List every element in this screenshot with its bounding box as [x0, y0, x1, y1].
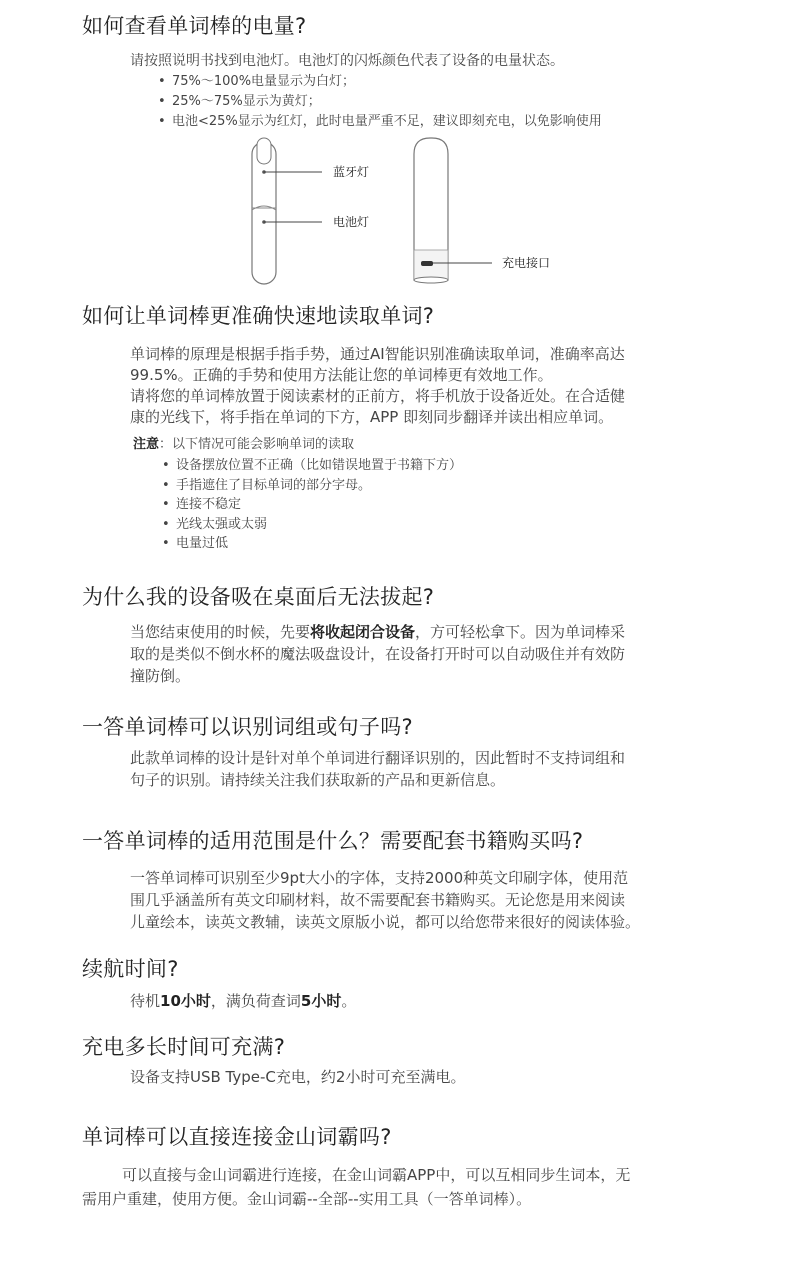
text-run: 当您结束使用的时候，先要 [130, 623, 311, 641]
note-label: 注意 [133, 437, 160, 452]
battery-intro: 请按照说明书找到电池灯。电池灯的闪烁颜色代表了设备的电量状态。 [130, 53, 564, 69]
heading-suction: 为什么我的设备吸在桌面后无法拔起? [82, 585, 435, 609]
device-left-illustration [252, 138, 322, 284]
battery-color-list [158, 72, 602, 132]
bluetooth-light-label: 蓝牙灯 [333, 165, 370, 179]
device-diagram [230, 130, 610, 290]
device-right-illustration [414, 138, 492, 283]
paragraph-line: 99.5%。正确的手势和使用方法能让您的单词棒更有效地工作。 [130, 366, 553, 384]
note-list [162, 456, 462, 554]
battery-life-text [130, 991, 356, 1012]
accuracy-paragraph [130, 344, 625, 428]
paragraph-line: 可以直接与金山词霸进行连接，在金山词霸APP中，可以互相同步生词本，无 [122, 1166, 631, 1184]
list-item: • 电池<25%显示为红灯，此时电量严重不足，建议即刻充电，以免影响使用 [158, 112, 602, 132]
list-item: • 连接不稳定 [162, 495, 462, 515]
text-run: 。 [341, 992, 357, 1010]
heading-phrases: 一答单词棒可以识别词组或句子吗? [82, 715, 413, 739]
emphasis-text: 将收起闭合设备 [310, 623, 416, 641]
text-run: ，满负荷查词 [210, 992, 301, 1010]
list-item: • 手指遮住了目标单词的部分字母。 [162, 476, 462, 496]
paragraph-line [130, 621, 625, 643]
paragraph-line: 康的光线下，将手指在单词的下方，APP 即刻同步翻译并读出相应单词。 [130, 408, 614, 426]
heading-accuracy: 如何让单词棒更准确快速地读取单词? [82, 304, 435, 328]
list-item: • 25%～75%显示为黄灯； [158, 92, 602, 112]
paragraph-line: 撞防倒。 [130, 667, 191, 685]
suction-paragraph [130, 621, 625, 687]
paragraph-line: 句子的识别。请持续关注我们获取新的产品和更新信息。 [130, 771, 506, 789]
heading-battery-life: 续航时间? [82, 957, 179, 981]
paragraph-line: 儿童绘本，读英文教辅，读英文原版小说，都可以给您带来很好的阅读体验。 [130, 913, 641, 931]
heading-charge-time: 充电多长时间可充满? [82, 1035, 286, 1059]
list-item: • 75%～100%电量显示为白灯； [158, 72, 602, 92]
paragraph-line: 请将您的单词棒放置于阅读素材的正前方，将手机放于设备近处。在合适健 [130, 387, 626, 405]
list-item: • 电量过低 [162, 534, 462, 554]
scope-paragraph [130, 867, 640, 933]
phrases-paragraph [130, 747, 625, 791]
paragraph-line: 一答单词棒可识别至少9pt大小的字体，支持2000种英文印刷字体，使用范 [130, 869, 629, 887]
text-run: ，方可轻松拿下。因为单词棒采 [415, 623, 626, 641]
battery-light-label: 电池灯 [333, 215, 370, 229]
text-run: 待机 [130, 992, 161, 1010]
charge-time-text: 设备支持USB Type-C充电，约2小时可充至满电。 [130, 1068, 466, 1086]
paragraph-line: 需用户重建，使用方便。金山词霸--全部--实用工具（一答单词棒）。 [82, 1190, 532, 1208]
kingsoft-paragraph [82, 1163, 630, 1211]
list-item: • 设备摆放位置不正确（比如错误地置于书籍下方） [162, 456, 462, 476]
paragraph-line: 此款单词棒的设计是针对单个单词进行翻译识别的，因此暂时不支持词组和 [130, 749, 626, 767]
paragraph-line: 围几乎涵盖所有英文印刷材料，故不需要配套书籍购买。无论您是用来阅读 [130, 891, 626, 909]
paragraph-line: 取的是类似不倒水杯的魔法吸盘设计，在设备打开时可以自动吸住并有效防 [130, 645, 626, 663]
paragraph-line: 单词棒的原理是根据手指手势，通过AI智能识别准确读取单词，准确率高达 [130, 345, 625, 363]
note-text: ：以下情况可能会影响单词的读取 [159, 437, 355, 452]
emphasis-text: 5小时 [300, 992, 342, 1010]
note-heading [133, 435, 354, 455]
heading-scope: 一答单词棒的适用范围是什么？需要配套书籍购买吗? [82, 829, 584, 853]
charge-port-label: 充电接口 [502, 256, 551, 270]
heading-battery-check: 如何查看单词棒的电量? [82, 14, 307, 38]
heading-kingsoft: 单词棒可以直接连接金山词霸吗? [82, 1125, 392, 1149]
emphasis-text: 10小时 [160, 992, 211, 1010]
list-item: • 光线太强或太弱 [162, 515, 462, 535]
